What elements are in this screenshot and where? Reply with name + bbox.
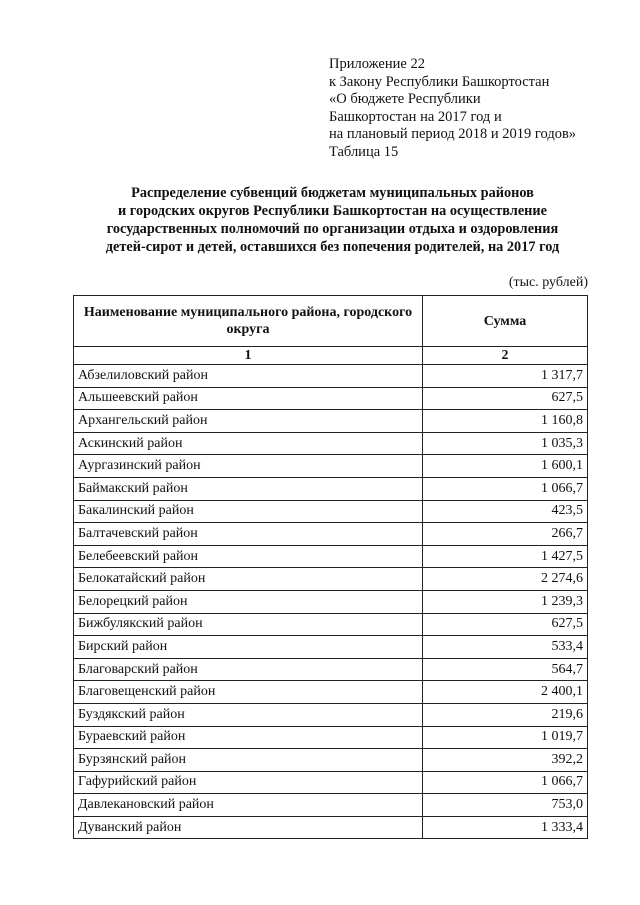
- column-header-name: Наименование муниципального района, городского округа: [74, 296, 423, 347]
- table-row: [74, 681, 588, 704]
- table-row: [74, 749, 588, 772]
- column-header-sum: Сумма: [423, 296, 588, 347]
- header-line: Приложение 22: [329, 56, 425, 72]
- column-index: 1: [74, 347, 423, 365]
- table-row: [74, 477, 588, 500]
- district-name-cell: Давлекановский район: [74, 794, 423, 817]
- district-name-cell: Бурзянский район: [74, 749, 423, 772]
- district-name-cell: Благоварский район: [74, 658, 423, 681]
- table-row: [74, 523, 588, 546]
- header-line: к Закону Республики Башкортостан: [329, 73, 550, 90]
- sum-cell: 1 019,7: [423, 726, 588, 749]
- sum-cell: 219,6: [423, 703, 588, 726]
- header-line: на плановый период 2018 и 2019 годов»: [329, 126, 577, 142]
- table-header-row: [74, 296, 588, 347]
- appendix-header: [329, 56, 576, 161]
- table-row: [74, 816, 588, 839]
- district-name-cell: Белокатайский район: [74, 568, 423, 591]
- table-row: [74, 500, 588, 523]
- district-name-cell: Буздякский район: [74, 703, 423, 726]
- column-index-row: [74, 347, 588, 365]
- table-row: [74, 703, 588, 726]
- district-name-cell: Благовещенский район: [74, 681, 423, 704]
- table-row: [74, 590, 588, 613]
- sum-cell: 2 400,1: [423, 681, 588, 704]
- header-line: «О бюджете Республики: [329, 91, 481, 107]
- sum-cell: 1 035,3: [423, 432, 588, 455]
- district-name-cell: Дуванский район: [74, 816, 423, 839]
- table-body: [74, 347, 588, 839]
- sum-cell: 1 066,7: [423, 771, 588, 794]
- district-name-cell: Архангельский район: [74, 410, 423, 433]
- district-name-cell: Альшеевский район: [74, 387, 423, 410]
- table-row: [74, 387, 588, 410]
- district-name-cell: Балтачевский район: [74, 523, 423, 546]
- title-line: и городских округов Республики Башкортостан на осуществление: [118, 203, 547, 219]
- table-row: [74, 545, 588, 568]
- sum-cell: 753,0: [423, 794, 588, 817]
- sum-cell: 2 274,6: [423, 568, 588, 591]
- sum-cell: 392,2: [423, 749, 588, 772]
- district-name-cell: Бижбулякский район: [74, 613, 423, 636]
- district-name-cell: Бакалинский район: [74, 500, 423, 523]
- sum-cell: 627,5: [423, 387, 588, 410]
- table-row: [74, 794, 588, 817]
- title-line: государственных полномочий по организации отдыха и оздоровления: [106, 221, 559, 237]
- header-line: Башкортостан на 2017 год и: [329, 108, 502, 125]
- district-name-cell: Бирский район: [74, 636, 423, 659]
- sum-cell: 1 317,7: [423, 365, 588, 388]
- title-line: Распределение субвенций бюджетам муниципальных районов: [131, 185, 534, 201]
- sum-cell: 1 333,4: [423, 816, 588, 839]
- district-name-cell: Белорецкий район: [74, 590, 423, 613]
- sum-cell: 423,5: [423, 500, 588, 523]
- header-line: Таблица 15: [329, 143, 399, 160]
- document-title: [60, 184, 605, 256]
- sum-cell: 564,7: [423, 658, 588, 681]
- sum-cell: 1 160,8: [423, 410, 588, 433]
- table-row: [74, 432, 588, 455]
- table-row: [74, 568, 588, 591]
- district-name-cell: Белебеевский район: [74, 545, 423, 568]
- district-name-cell: Баймакский район: [74, 477, 423, 500]
- units-label: (тыс. рублей): [508, 275, 588, 290]
- sum-cell: 1 239,3: [423, 590, 588, 613]
- sum-cell: 533,4: [423, 636, 588, 659]
- table-row: [74, 410, 588, 433]
- sum-cell: 1 600,1: [423, 455, 588, 478]
- table-row: [74, 658, 588, 681]
- sum-cell: 1 427,5: [423, 545, 588, 568]
- title-line: детей-сирот и детей, оставшихся без попечения родителей, на 2017 год: [105, 239, 560, 255]
- district-name-cell: Аургазинский район: [74, 455, 423, 478]
- table-row: [74, 613, 588, 636]
- subsidy-table: [73, 295, 588, 839]
- sum-cell: 266,7: [423, 523, 588, 546]
- district-name-cell: Аскинский район: [74, 432, 423, 455]
- table-row: [74, 636, 588, 659]
- column-index: 2: [423, 347, 588, 365]
- table-row: [74, 771, 588, 794]
- district-name-cell: Гафурийский район: [74, 771, 423, 794]
- district-name-cell: Бураевский район: [74, 726, 423, 749]
- table-row: [74, 455, 588, 478]
- sum-cell: 1 066,7: [423, 477, 588, 500]
- sum-cell: 627,5: [423, 613, 588, 636]
- table-row: [74, 365, 588, 388]
- table-row: [74, 726, 588, 749]
- district-name-cell: Абзелиловский район: [74, 365, 423, 388]
